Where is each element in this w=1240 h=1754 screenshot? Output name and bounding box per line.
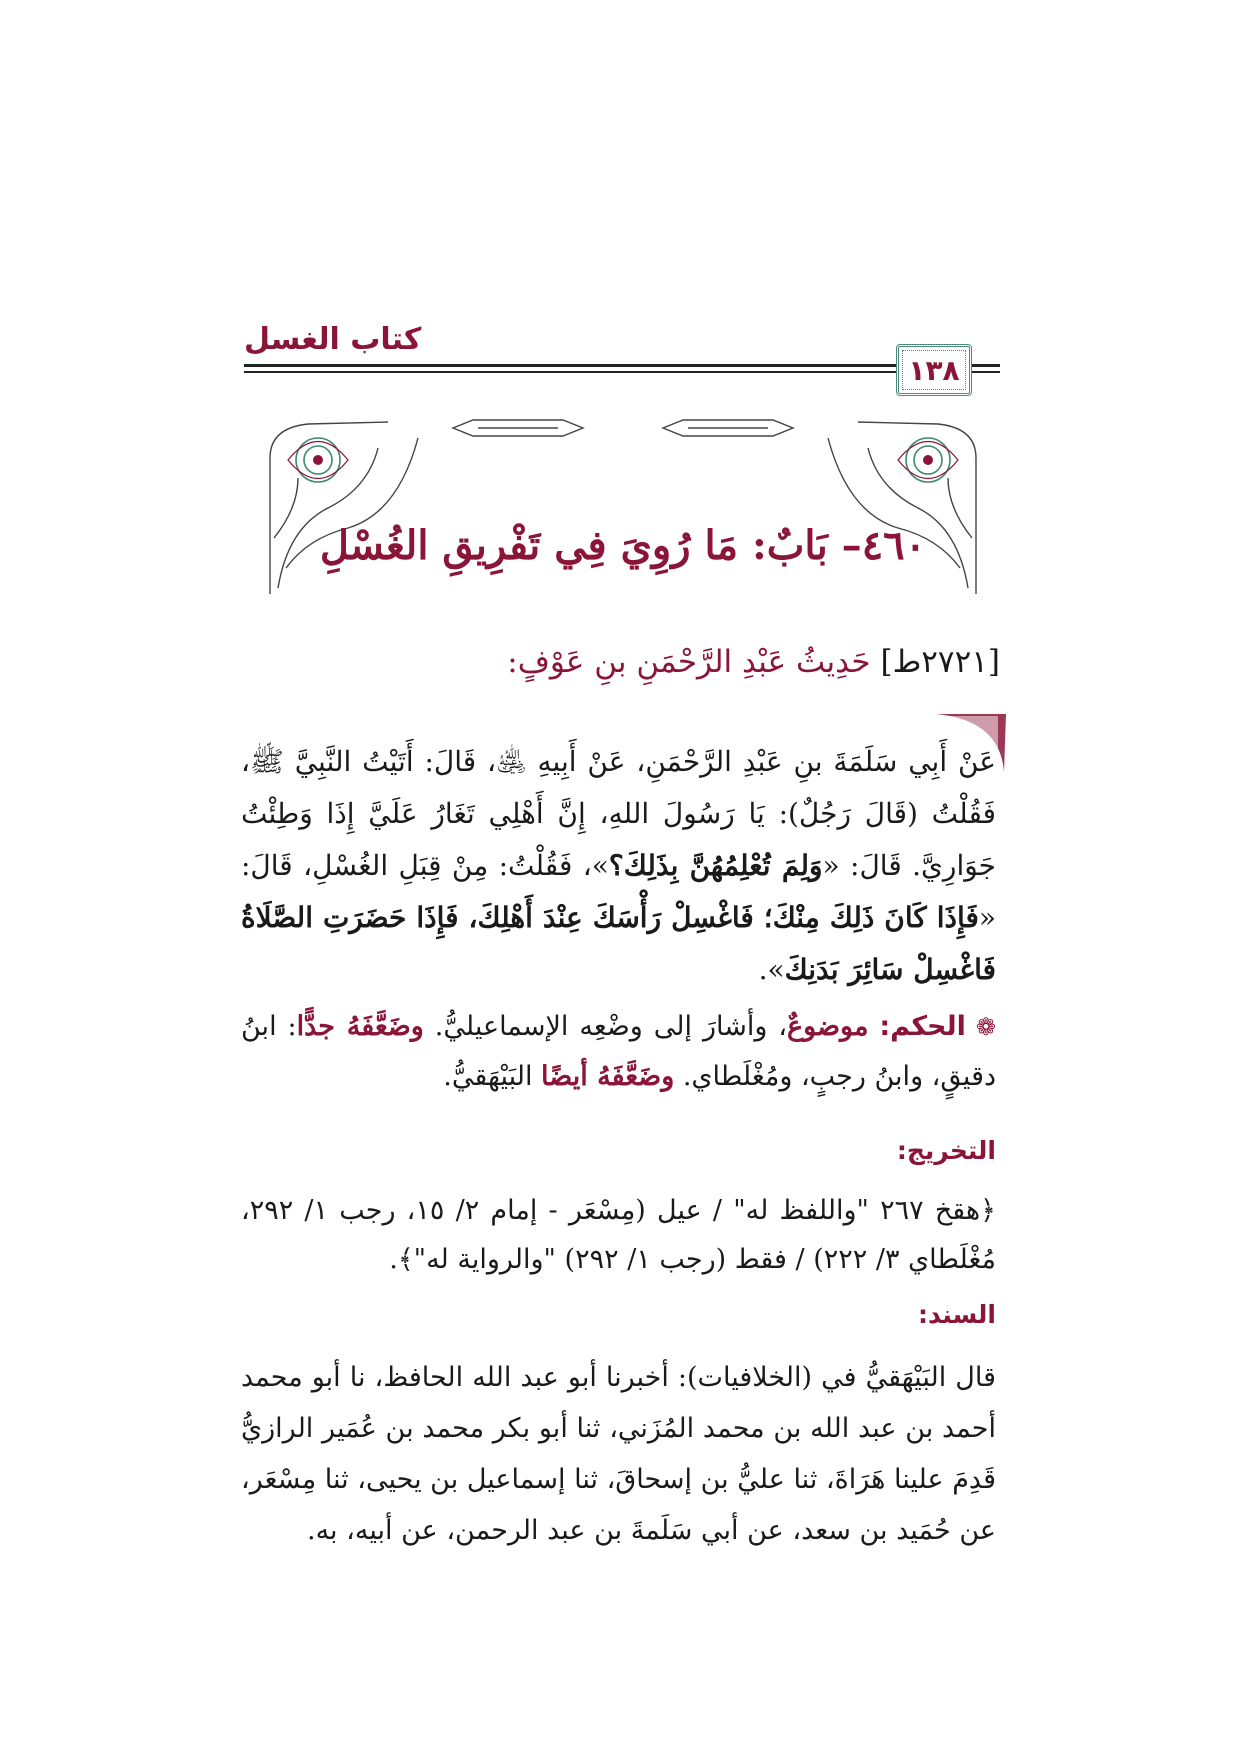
hukm-text-3: البَيْهَقيُّ. (443, 1061, 542, 1092)
running-head-book-title: كتاب الغسل (244, 322, 422, 357)
matn-prophet-speech-1: وَلِمَ تُعْلِمُهُنَّ بِذَلِكَ؟ (608, 849, 823, 882)
header-rule (244, 364, 1000, 367)
sanad-label: السند: (917, 1300, 996, 1329)
rosette-icon: ❁ (965, 1013, 996, 1041)
hukm-label: الحكم: (879, 1011, 966, 1042)
matn-part-5: ». (758, 953, 785, 986)
matn-part-1: عَنْ أَبِي سَلَمَةَ بنِ عَبْدِ الرَّحْمَنِ، عَنْ أَبِيهِ ﵁، قَالَ: أَتَيْتُ النَّبِيَّ ﷺ، فَقُلْتُ (قَالَ رَجُلٌ): يَا رَسُولَ اللهِ، إِنَّ أَهْلِي تَغَارُ عَلَيَّ إِذَا وَطِئْتُ جَوَارِيَّ. قَالَ: « (241, 745, 996, 882)
chapter-title: ٤٦٠– بَابٌ: مَا رُوِيَ فِي تَفْرِيقِ الغُسْلِ (319, 522, 927, 569)
hukm-text-1: ، وأشارَ إلى وضْعِه الإسماعيليُّ. (423, 1011, 788, 1042)
hukm-weakened-strongly: وضَعَّفَهُ جدًّا (296, 1011, 424, 1042)
hukm-verdict: موضوعٌ (787, 1011, 869, 1042)
takhrij-body: ﴿هقخ ٢٦٧ "واللفظ له" / عيل (مِسْعَر - إمام ٢/ ١٥، رجب ١/ ٢٩٢، مُغْلَطاي ٣/ ٢٢٢) / فقط (رجب ١/ ٢٩٢) "والرواية له"﴾. (241, 1195, 996, 1275)
hukm-weakened-also: وضَعَّفَهُ أيضًا (541, 1061, 675, 1092)
page-number (896, 344, 972, 396)
matn-prophet-speech-2: فَإِذَا كَانَ ذَلِكَ مِنْكَ؛ فَاغْسِلْ رَأْسَكَ عِنْدَ أَهْلِكَ، فَإِذَا حَضَرَتِ الصَّلَاةُ فَاغْسِلْ سَائِرَ بَدَنِكَ (241, 901, 996, 986)
matn-part-3: »، فَقُلْتُ: مِنْ قِبَلِ الغُسْلِ، قَالَ: « (241, 849, 997, 934)
hadith-heading (507, 644, 1000, 680)
header-rule-thin (244, 371, 1000, 373)
hadith-matn (241, 736, 996, 996)
hukm-text-2: : ابنُ دقيقٍ، وابنُ رجبٍ، ومُغْلَطاي. (241, 1011, 996, 1092)
page-number-text: ١٣٨ (908, 353, 960, 387)
hadith-title: حَدِيثُ عَبْدِ الرَّحْمَنِ بنِ عَوْفٍ: (507, 644, 871, 680)
takhrij-label: التخريج: (896, 1136, 996, 1165)
sanad-body: قال البَيْهَقيُّ في (الخلافيات): أخبرنا أبو عبد الله الحافظ، نا أبو محمد أحمد بن عبد الله بن محمد المُزَني، ثنا أبو بكر محمد بن عُمَير الرازيُّ قَدِمَ علينا هَرَاةَ، ثنا عليُّ بن إسحاقَ، ثنا إسماعيل بن يحيى، ثنا مِسْعَر، عن حُمَيد بن سعد، عن أبي سَلَمةَ بن عبد الرحمن، عن أبيه، به. (241, 1362, 996, 1546)
hukm-paragraph (241, 1002, 996, 1102)
hadith-number: [٢٧٢١ط] (880, 644, 1000, 680)
